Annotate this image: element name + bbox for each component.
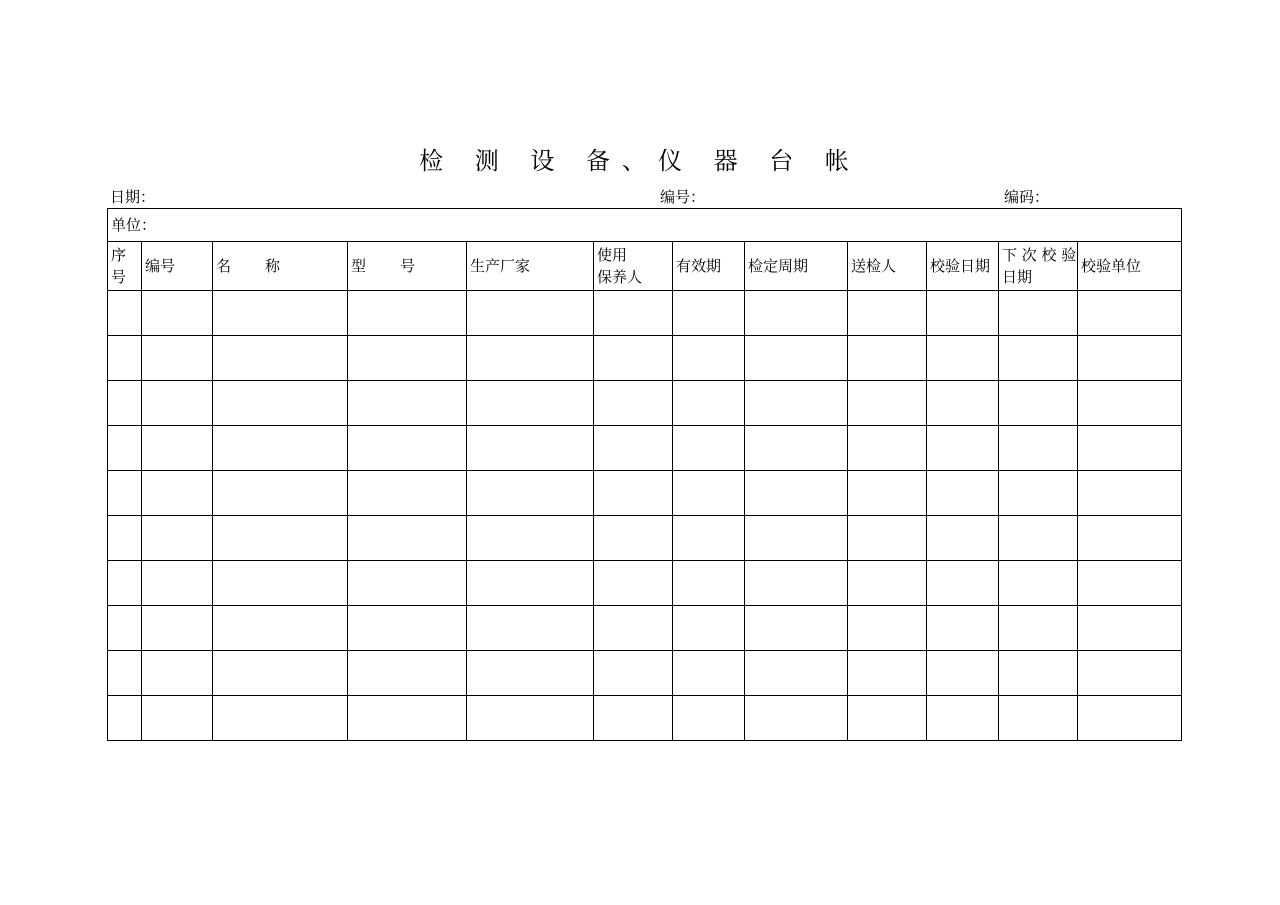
table-cell[interactable]: [594, 291, 673, 336]
table-cell[interactable]: [927, 516, 999, 561]
table-cell[interactable]: [1078, 516, 1182, 561]
table-cell[interactable]: [673, 696, 745, 741]
table-cell[interactable]: [848, 291, 927, 336]
table-cell[interactable]: [142, 426, 213, 471]
header-name-b: 称: [265, 257, 281, 275]
table-cell[interactable]: [594, 426, 673, 471]
table-cell[interactable]: [927, 426, 999, 471]
table-cell[interactable]: [348, 516, 467, 561]
table-cell[interactable]: [348, 471, 467, 516]
table-cell[interactable]: [745, 561, 848, 606]
header-name: [213, 242, 348, 291]
table-cell[interactable]: [999, 516, 1078, 561]
table-cell[interactable]: [594, 696, 673, 741]
table-cell[interactable]: [142, 516, 213, 561]
table-cell[interactable]: [745, 291, 848, 336]
table-cell[interactable]: [927, 606, 999, 651]
table-cell[interactable]: [142, 651, 213, 696]
header-model-b: 号: [400, 257, 416, 275]
header-name-a: 名: [216, 257, 232, 275]
table-cell[interactable]: [1078, 426, 1182, 471]
header-check-date-label: 校验日期: [930, 257, 991, 275]
table-cell[interactable]: [673, 291, 745, 336]
header-seq-line2: 号: [111, 268, 127, 286]
unit-row: [108, 209, 1182, 242]
table-cell[interactable]: [999, 561, 1078, 606]
header-validity-label: 有效期: [676, 257, 722, 275]
table-cell[interactable]: [745, 381, 848, 426]
code-label: 编码：: [1004, 188, 1050, 206]
table-cell[interactable]: [999, 606, 1078, 651]
table-row: [108, 516, 1182, 561]
table-cell[interactable]: [999, 336, 1078, 381]
header-seq: [108, 242, 142, 291]
table-cell[interactable]: [213, 696, 348, 741]
table-cell[interactable]: [467, 651, 594, 696]
table-cell[interactable]: [108, 471, 142, 516]
table-cell[interactable]: [213, 561, 348, 606]
table-cell[interactable]: [467, 381, 594, 426]
table-cell[interactable]: [348, 426, 467, 471]
table-cell[interactable]: [999, 696, 1078, 741]
table-cell[interactable]: [467, 516, 594, 561]
table-cell[interactable]: [745, 516, 848, 561]
table-cell[interactable]: [213, 606, 348, 651]
table-cell[interactable]: [108, 426, 142, 471]
unit-label: 单位：: [111, 216, 157, 234]
header-code: [142, 242, 213, 291]
header-maker: [467, 242, 594, 291]
table-cell[interactable]: [848, 516, 927, 561]
date-label: 日期：: [110, 188, 156, 206]
table-cell[interactable]: [594, 651, 673, 696]
table-cell[interactable]: [999, 291, 1078, 336]
table-cell[interactable]: [927, 651, 999, 696]
table-row: [108, 381, 1182, 426]
table-cell[interactable]: [467, 336, 594, 381]
table-cell[interactable]: [745, 426, 848, 471]
table-row: [108, 561, 1182, 606]
table-cell[interactable]: [142, 606, 213, 651]
table-cell[interactable]: [594, 381, 673, 426]
header-model-a: 型: [351, 257, 367, 275]
table-row: [108, 651, 1182, 696]
unit-cell: [108, 209, 1182, 242]
table-row: [108, 606, 1182, 651]
table-cell[interactable]: [467, 471, 594, 516]
table-cell[interactable]: [213, 426, 348, 471]
table-cell[interactable]: [927, 471, 999, 516]
table-cell[interactable]: [142, 291, 213, 336]
header-model: [348, 242, 467, 291]
table-cell[interactable]: [594, 606, 673, 651]
table-cell[interactable]: [467, 426, 594, 471]
table-cell[interactable]: [348, 606, 467, 651]
header-sender-label: 送检人: [851, 257, 897, 275]
table-cell[interactable]: [673, 471, 745, 516]
table-cell[interactable]: [594, 471, 673, 516]
table-cell[interactable]: [999, 426, 1078, 471]
table-cell[interactable]: [673, 651, 745, 696]
table-cell[interactable]: [213, 471, 348, 516]
table-cell[interactable]: [673, 606, 745, 651]
header-next-line2: 日期: [1002, 268, 1033, 286]
header-sender: [848, 242, 927, 291]
table-cell[interactable]: [594, 516, 673, 561]
table-row: [108, 426, 1182, 471]
table-cell[interactable]: [1078, 651, 1182, 696]
table-cell[interactable]: [348, 561, 467, 606]
table-cell[interactable]: [745, 651, 848, 696]
table-cell[interactable]: [927, 336, 999, 381]
equipment-ledger-table: [107, 208, 1182, 741]
table-cell[interactable]: [213, 291, 348, 336]
table-cell[interactable]: [673, 381, 745, 426]
header-next: [999, 242, 1078, 291]
header-check-unit-label: 校验单位: [1081, 257, 1142, 275]
table-cell[interactable]: [108, 381, 142, 426]
table-cell[interactable]: [673, 516, 745, 561]
table-cell[interactable]: [927, 561, 999, 606]
table-cell[interactable]: [1078, 381, 1182, 426]
table-cell[interactable]: [745, 336, 848, 381]
table-cell[interactable]: [673, 561, 745, 606]
table-cell[interactable]: [108, 606, 142, 651]
table-cell[interactable]: [348, 381, 467, 426]
table-cell[interactable]: [848, 336, 927, 381]
table-cell[interactable]: [848, 651, 927, 696]
table-cell[interactable]: [348, 291, 467, 336]
table-cell[interactable]: [927, 381, 999, 426]
table-cell[interactable]: [142, 381, 213, 426]
table-cell[interactable]: [1078, 561, 1182, 606]
table-cell[interactable]: [999, 471, 1078, 516]
table-row: [108, 291, 1182, 336]
table-cell[interactable]: [467, 291, 594, 336]
table-cell[interactable]: [848, 561, 927, 606]
header-maker-label: 生产厂家: [470, 257, 531, 275]
table-cell[interactable]: [1078, 336, 1182, 381]
header-keeper-line2: 保养人: [597, 268, 643, 286]
header-code-label: 编号: [145, 257, 176, 275]
table-cell[interactable]: [1078, 606, 1182, 651]
header-next-line1: 下 次 校 验: [1002, 246, 1077, 264]
header-validity: [673, 242, 745, 291]
table-cell[interactable]: [999, 381, 1078, 426]
header-keeper: [594, 242, 673, 291]
table-cell[interactable]: [213, 381, 348, 426]
table-cell[interactable]: [848, 606, 927, 651]
table-cell[interactable]: [1078, 291, 1182, 336]
table-row: [108, 471, 1182, 516]
table-cell[interactable]: [142, 561, 213, 606]
table-cell[interactable]: [673, 336, 745, 381]
table-cell[interactable]: [213, 336, 348, 381]
table-cell[interactable]: [848, 471, 927, 516]
table-cell[interactable]: [848, 426, 927, 471]
table-cell[interactable]: [142, 696, 213, 741]
table-cell[interactable]: [594, 336, 673, 381]
table-cell[interactable]: [108, 696, 142, 741]
table-cell[interactable]: [213, 516, 348, 561]
header-check-unit: [1078, 242, 1182, 291]
table-cell[interactable]: [1078, 696, 1182, 741]
table-cell[interactable]: [745, 471, 848, 516]
header-seq-line1: 序: [111, 246, 127, 264]
table-cell[interactable]: [848, 696, 927, 741]
table-cell[interactable]: [1078, 471, 1182, 516]
header-keeper-line1: 使用: [597, 246, 628, 264]
table-cell[interactable]: [999, 651, 1078, 696]
table-row: [108, 336, 1182, 381]
table-cell[interactable]: [108, 516, 142, 561]
table-cell[interactable]: [848, 381, 927, 426]
table-cell[interactable]: [467, 561, 594, 606]
table-cell[interactable]: [108, 291, 142, 336]
header-cycle: [745, 242, 848, 291]
table-cell[interactable]: [673, 426, 745, 471]
table-cell[interactable]: [927, 291, 999, 336]
table-cell[interactable]: [142, 336, 213, 381]
table-cell[interactable]: [108, 336, 142, 381]
table-cell[interactable]: [927, 696, 999, 741]
table-cell[interactable]: [348, 696, 467, 741]
table-cell[interactable]: [108, 651, 142, 696]
table-cell[interactable]: [348, 336, 467, 381]
header-check-date: [927, 242, 999, 291]
table-cell[interactable]: [142, 471, 213, 516]
table-cell[interactable]: [745, 606, 848, 651]
table-cell[interactable]: [108, 561, 142, 606]
table-cell[interactable]: [594, 561, 673, 606]
table-cell[interactable]: [467, 606, 594, 651]
table-cell[interactable]: [745, 696, 848, 741]
header-row: [108, 242, 1182, 291]
table-cell[interactable]: [467, 696, 594, 741]
table-row: [108, 696, 1182, 741]
document-title: 检 测 设 备、仪 器 台 帐: [419, 147, 861, 175]
table-cell[interactable]: [348, 651, 467, 696]
header-cycle-label: 检定周期: [748, 257, 809, 275]
table-cell[interactable]: [213, 651, 348, 696]
number-label: 编号：: [660, 188, 706, 206]
